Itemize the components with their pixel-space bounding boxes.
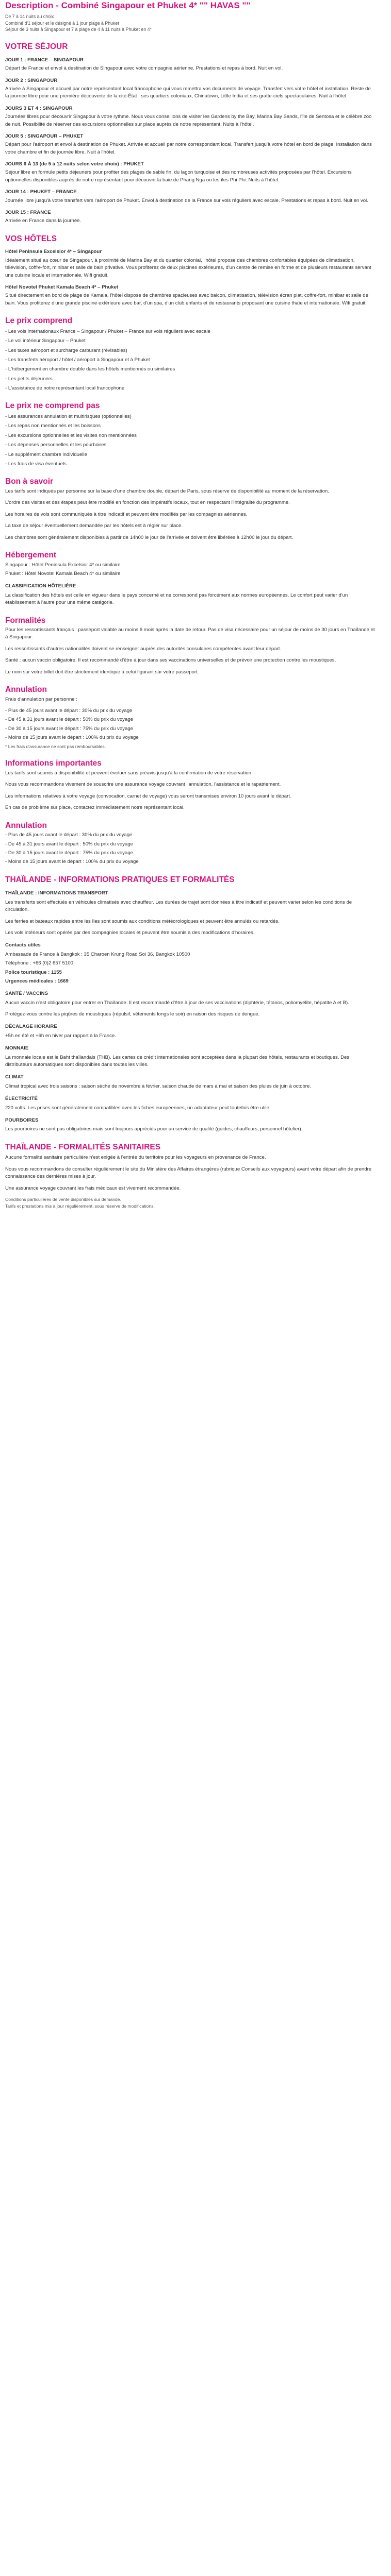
annulation-rule: - De 30 à 15 jours avant le départ : 75% du prix du voyage: [5, 725, 133, 732]
list-item: - L'assistance de notre représentant local francophone: [5, 385, 125, 392]
itinerary: [5, 57, 376, 225]
summary-line: Combiné d'1 séjour et le désigné à 1 jour plage à Phuket: [5, 20, 119, 26]
day-text: Départ pour l'aéroport et envol à destination de Phuket. Arrivée et accueil par notre correspondant local. Transfert jusqu'à votre hôtel en bord de plage. Installation dans votre chambre et fin de journée libre. Nuit à l'hôtel.: [5, 142, 372, 155]
annulation-rule: - De 45 à 31 jours avant le départ : 50% du prix du voyage: [5, 841, 133, 847]
day-title: JOUR 14 : PHUKET – FRANCE: [5, 189, 77, 195]
formalites-sanitaires-heading: THAÏLANDE - FORMALITÉS SANITAIRES: [5, 1142, 161, 1151]
annulation-rule: - De 45 à 31 jours avant le départ : 50% du prix du voyage: [5, 717, 133, 723]
day-text: Séjour libre en formule petits déjeuners pour profiter des plages de sable fin, du lagon turquoise et des nombreuses activités proposées par l'hôtel. Excursions optionnelles disponibles auprès de notre représentant pour découvrir la baie de Phang Nga ou les îles Phi Phi. Nuits à l'hôtel.: [5, 170, 352, 183]
list-item: - L'hébergement en chambre double dans les hôtels mentionnés ou similaires: [5, 366, 175, 372]
day-text: Journée libre jusqu'à votre transfert vers l'aéroport de Phuket. Envol à destination de la France sur vols réguliers avec escale. Prestations et repas à bord. Nuit en vol.: [5, 197, 368, 204]
info-text: Nous vous recommandons vivement de souscrire une assurance voyage couvrant l'annulation, l'assistance et le rapatriement.: [5, 782, 281, 788]
list-item: - Les transferts aéroport / hôtel / aéroport à Singapour et à Phuket: [5, 357, 150, 363]
info-text: Les tarifs sont soumis à disponibilité et peuvent évoluer sans préavis jusqu'à la confirmation de votre réservation.: [5, 770, 253, 776]
info-heading: Informations importantes: [5, 759, 102, 768]
contacts-heading: Contacts utiles: [5, 942, 41, 948]
list-item: - Le supplément chambre individuelle: [5, 451, 87, 457]
prix-heading: Le prix comprend: [5, 316, 73, 326]
prix-non-list: [5, 413, 376, 468]
day-title: JOUR 15 : FRANCE: [5, 210, 51, 216]
list-item: - Les vols internationaux France – Singapour / Phuket – France sur vols réguliers avec escale: [5, 328, 210, 334]
thailande-heading: THAÏLANDE - INFORMATIONS PRATIQUES ET FORMALITÉS: [5, 875, 235, 884]
info-text: En cas de problème sur place, contactez immédiatement notre représentant local.: [5, 805, 185, 811]
formalites-sanitaires-text: Nous vous recommandons de consulter régulièrement le site du Ministère des Affaires étrangères (rubrique Conseils aux voyageurs) avant votre départ afin de prendre connaissance des dernières mises à jour.: [5, 1166, 372, 1180]
hotel-title: Hôtel Novotel Phuket Kamala Beach 4* – Phuket: [5, 284, 119, 290]
day-text: Arrivée en France dans la journée.: [5, 218, 82, 224]
day-title: JOURS 3 ET 4 : SINGAPOUR: [5, 105, 73, 111]
list-item: - Les assurances annulation et multirisques (optionnelles): [5, 414, 132, 420]
day-title: JOURS 6 À 13 (de 5 à 12 nuits selon votre choix) : PHUKET: [5, 161, 144, 167]
summary-line: De 7 à 14 nuits au choix: [5, 13, 54, 19]
contact-line: Police touristique : 1155: [5, 969, 62, 975]
annulation-rule: - Plus de 45 jours avant le départ : 30% du prix du voyage: [5, 832, 133, 838]
sante-text: Aucun vaccin n'est obligatoire pour entrer en Thaïlande. Il est recommandé d'être à jour de ses vaccinations (diphtérie, tétanos, poliomyélite, hépatite A et B).: [5, 999, 349, 1006]
footer-line: Tarifs et prestations mis à jour régulièrement, sous réserve de modifications.: [5, 1203, 155, 1209]
transport-heading: THAÏLANDE : INFORMATIONS TRANSPORT: [5, 890, 108, 896]
day-text: Départ de France et envol à destination de Singapour avec votre compagnie aérienne. Prestations et repas à bord. Nuit en vol.: [5, 65, 283, 72]
hotel-title: Hôtel Peninsula Excelsior 4* – Singapour: [5, 249, 102, 255]
pourboires-text: Les pourboires ne sont pas obligatoires mais sont toujours appréciés pour un service de qualité (guides, chauffeurs, personnel hôtelier).: [5, 1126, 303, 1132]
annulation-rule: - De 30 à 15 jours avant le départ : 75% du prix du voyage: [5, 850, 133, 856]
list-item: - Les taxes aéroport et surcharge carburant (révisables): [5, 347, 127, 353]
bon-text: Les chambres sont généralement disponibles à partir de 14h00 le jour de l'arrivée et doivent être libérées à 12h00 le jour du départ.: [5, 534, 294, 540]
day-text: Arrivée à Singapour et accueil par notre représentant local francophone qui vous remettra vos documents de voyage. Transfert vers votre hôtel et installation. Reste de la journée libre pour une première découverte de la cité-État : ses quartiers coloniaux, Chinatown, Little India et ses gratte-ciels spectaculaires. Nuit à l'hôtel.: [5, 86, 371, 99]
formalites-sanitaires-text: Une assurance voyage couvrant les frais médicaux est vivement recommandée.: [5, 1185, 181, 1191]
day-title: JOUR 2 : SINGAPOUR: [5, 77, 58, 83]
contact-line: Téléphone : +66 (0)2 657 5100: [5, 960, 74, 967]
climat-text: Climat tropical avec trois saisons : saison sèche de novembre à février, saison chaude de mars à mai et saison des pluies de juin à octobre.: [5, 1083, 311, 1089]
transport-text: Les ferries et bateaux rapides entre les îles sont soumis aux conditions météorologiques et peuvent être annulés ou retardés.: [5, 918, 280, 924]
annulation-heading: Annulation: [5, 685, 47, 694]
header-summary: [5, 13, 376, 33]
summary-line: Séjour de 3 nuits à Singapour et 7 à plage de 4 à 11 nuits à Phuket en 4*: [5, 27, 152, 32]
list-item: - Les petits déjeuners: [5, 376, 53, 382]
list-item: - Les dépenses personnelles et les pourboires: [5, 442, 107, 448]
decalage-text: +5h en été et +6h en hiver par rapport à la France.: [5, 1032, 116, 1039]
bon-text: Les horaires de vols sont communiqués à titre indicatif et peuvent être modifiés par les compagnies aériennes.: [5, 511, 248, 517]
annulation2-heading: Annulation: [5, 821, 47, 830]
sejour-heading: VOTRE SÉJOUR: [5, 42, 68, 52]
annulation-intro: Frais d'annulation par personne :: [5, 696, 77, 702]
bon-text: La taxe de séjour éventuellement demandée par les hôtels est à régler sur place.: [5, 523, 183, 529]
bon-text: L'ordre des visites et des étapes peut être modifié en fonction des impératifs locaux, tout en respectant l'intégralité du programme.: [5, 500, 290, 506]
formalites-heading: Formalités: [5, 616, 46, 625]
annulation-rule: - Moins de 15 jours avant le départ : 100% du prix du voyage: [5, 859, 139, 865]
decalage-heading: DÉCALAGE HORAIRE: [5, 1024, 57, 1030]
list-item: - Les excursions optionnelles et les visites non mentionnées: [5, 432, 137, 438]
hotels-heading: VOS HÔTELS: [5, 234, 57, 243]
classif-heading: CLASSIFICATION HÔTELIÈRE: [5, 583, 76, 589]
hebergement-heading: Hébergement: [5, 550, 57, 560]
electricite-heading: ÉLECTRICITÉ: [5, 1096, 38, 1102]
contact-line: Urgences médicales : 1669: [5, 978, 69, 984]
annulation-rule: - Moins de 15 jours avant le départ : 100% du prix du voyage: [5, 735, 139, 741]
hotel-text: Situé directement en bord de plage de Kamala, l'hôtel dispose de chambres spacieuses avec balcon, climatisation, télévision écran plat, coffre-fort, minibar et salle de bain. Vous profiterez d'une grande piscine extérieure avec bar, d'un spa, d'un club enfants et de restaurants proposant une cuisine thaïe et internationale. Wifi gratuit.: [5, 293, 368, 306]
hebergement-line: Phuket : Hôtel Novotel Kamala Beach 4* ou similaire: [5, 570, 121, 577]
formalites-text: Pour les ressortissants français : passeport valable au moins 6 mois après la date de retour. Pas de visa nécessaire pour un séjour de moins de 30 jours en Thaïlande et à Singapour.: [5, 627, 375, 640]
transport-text: Les transferts sont effectués en véhicules climatisés avec chauffeur. Les durées de trajet sont données à titre indicatif et peuvent varier selon les conditions de circulation.: [5, 899, 352, 913]
list-item: - Le vol intérieur Singapour – Phuket: [5, 338, 86, 344]
pourboires-heading: POURBOIRES: [5, 1117, 39, 1123]
info-text: Les informations relatives à votre voyage (convocation, carnet de voyage) vous seront transmises environ 10 jours avant le départ.: [5, 793, 291, 799]
transport-text: Les vols intérieurs sont opérés par des compagnies locales et peuvent être soumis à des modifications d'horaires.: [5, 929, 255, 936]
prix-non-heading: Le prix ne comprend pas: [5, 401, 100, 411]
bon-text: Les tarifs sont indiqués par personne sur la base d'une chambre double, départ de Paris, sous réserve de disponibilité au moment de la réservation.: [5, 488, 329, 494]
electricite-text: 220 volts. Les prises sont généralement compatibles avec les fiches européennes, un adaptateur peut toutefois être utile.: [5, 1105, 271, 1111]
hotel-text: Idéalement situé au cœur de Singapour, à proximité de Marina Bay et du quartier colonial, l'hôtel propose des chambres confortables équipées de climatisation, télévision, coffre-fort, minibar et salle de bain privative. Vous profiterez de deux piscines extérieures, d'un centre de remise en forme et de plusieurs restaurants servant une cuisine locale et internationale. Wifi gratuit.: [5, 257, 371, 278]
formalites-text: Santé : aucun vaccin obligatoire. Il est recommandé d'être à jour dans ses vaccinations universelles et de prévoir une protection contre les moustiques.: [5, 657, 336, 664]
contact-line: Ambassade de France à Bangkok : 35 Charoen Krung Road Soi 36, Bangkok 10500: [5, 951, 190, 957]
classif-text: La classification des hôtels est celle en vigueur dans le pays concerné et ne correspond pas forcément aux normes européennes. Le confort peut varier d'un établissement à l'autre pour une même catégorie.: [5, 592, 348, 606]
hebergement-line: Singapour : Hôtel Peninsula Excelsior 4* ou similaire: [5, 562, 121, 568]
footer-line: Conditions particulières de vente disponibles sur demande.: [5, 1196, 122, 1202]
day-text: Journées libres pour découvrir Singapour à votre rythme. Nous vous conseillons de visiter les Gardens by the Bay, Marina Bay Sands, l'île de Sentosa et le célèbre zoo de nuit. Possibilité de réserver des excursions optionnelles sur place auprès de notre représentant. Nuits à l'hôtel.: [5, 114, 372, 127]
monnaie-heading: MONNAIE: [5, 1045, 29, 1052]
formalites-text: Le nom sur votre billet doit être strictement identique à celui figurant sur votre passeport.: [5, 669, 199, 675]
list-item: - Les frais de visa éventuels: [5, 461, 67, 467]
page-title: Description - Combiné Singapour et Phuket 4* "" HAVAS "": [5, 1, 251, 10]
day-title: JOUR 5 : SINGAPOUR – PHUKET: [5, 133, 84, 139]
formalites-text: Les ressortissants d'autres nationalités doivent se renseigner auprès des autorités consulaires compétentes avant leur départ.: [5, 646, 282, 652]
sante-heading: SANTÉ / VACCINS: [5, 991, 48, 997]
monnaie-text: La monnaie locale est le Baht thaïlandais (THB). Les cartes de crédit internationales sont acceptées dans la plupart des hôtels, restaurants et boutiques. Des distributeurs automatiques sont disponibles dans toutes les villes.: [5, 1054, 350, 1068]
bon-a-savoir-heading: Bon à savoir: [5, 477, 54, 486]
list-item: - Les repas non mentionnés et les boissons: [5, 423, 101, 429]
annulation-note: * Les frais d'assurance ne sont pas remboursables.: [5, 743, 106, 749]
sante-text: Protégez-vous contre les piqûres de moustiques (répulsif, vêtements longs le soir) en raison des risques de dengue.: [5, 1011, 260, 1018]
annulation-rule: - Plus de 45 jours avant le départ : 30% du prix du voyage: [5, 708, 133, 714]
day-title: JOUR 1 : FRANCE – SINGAPOUR: [5, 57, 84, 63]
formalites-sanitaires-text: Aucune formalité sanitaire particulière n'est exigée à l'entrée du territoire pour les voyageurs en provenance de France.: [5, 1155, 266, 1161]
climat-heading: CLIMAT: [5, 1074, 24, 1080]
prix-list: [5, 328, 376, 393]
